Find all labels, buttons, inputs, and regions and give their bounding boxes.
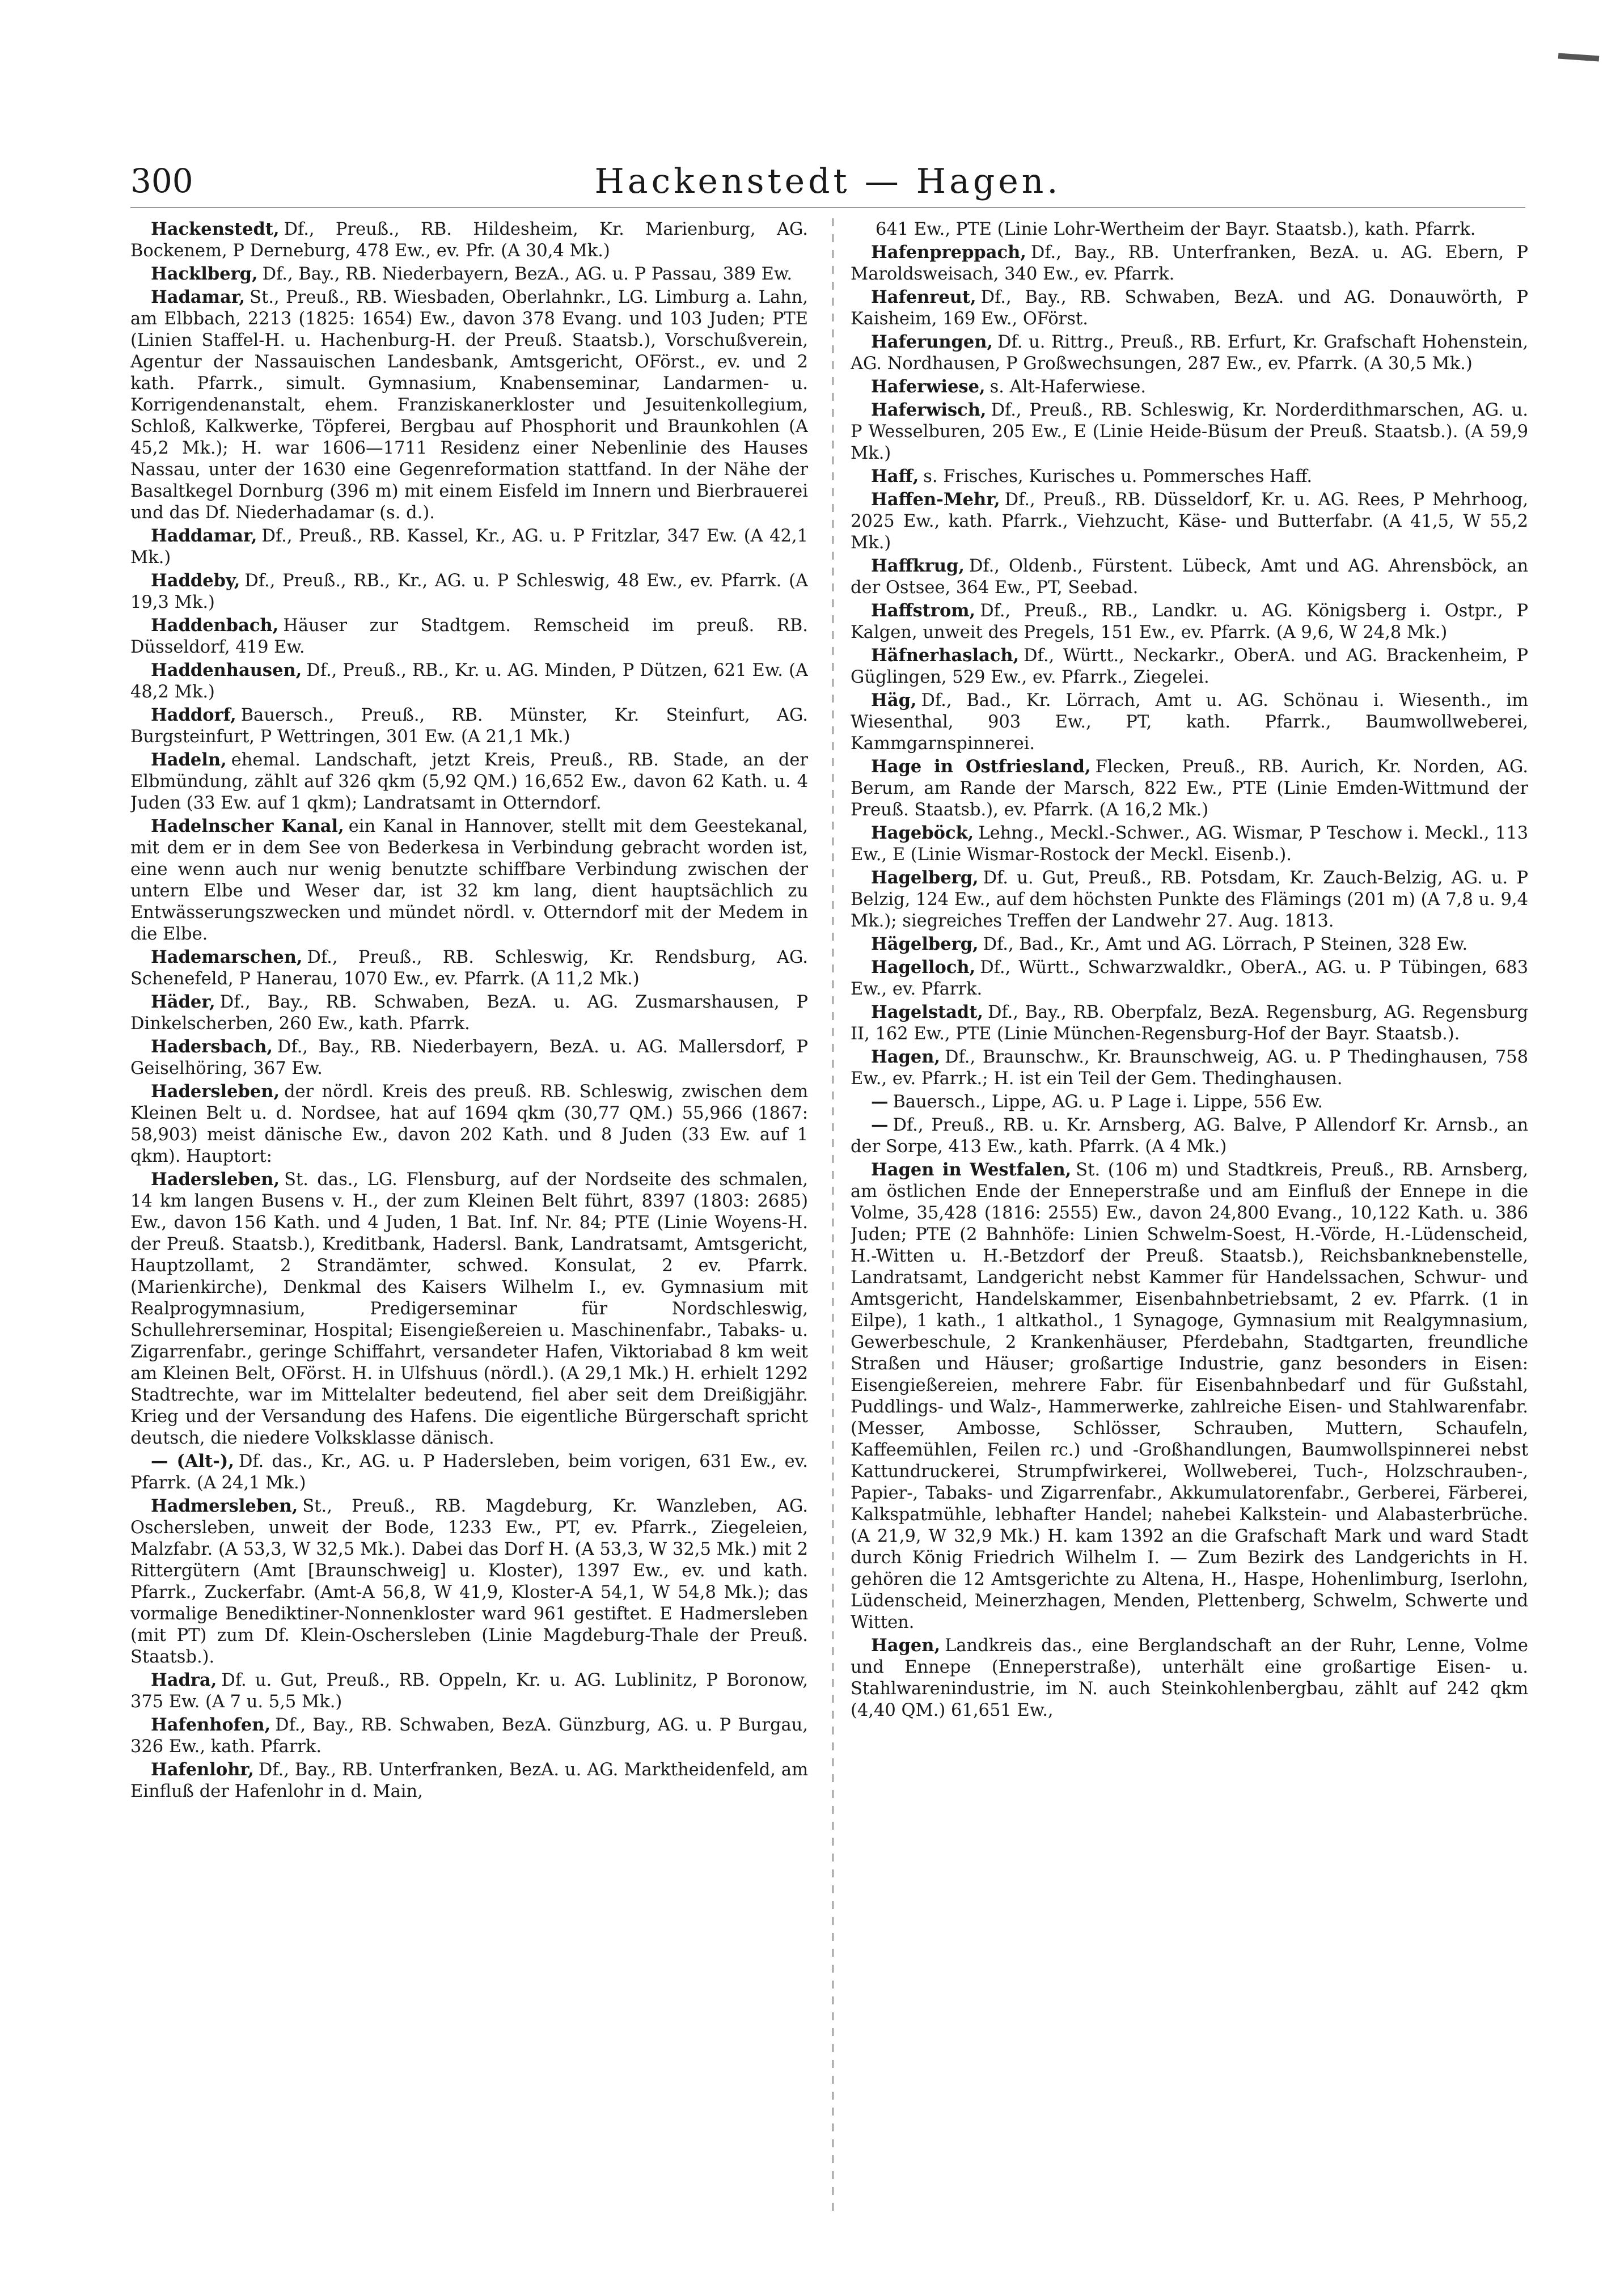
dictionary-entry: [130, 704, 808, 748]
entry-headword: Hagen,: [871, 1635, 941, 1656]
entry-headword: Haddorf,: [151, 705, 236, 725]
entry-text: Df., Preuß., RB. u. Kr. Arnsberg, AG. Balve, P Allendorf Kr. Arnsb., an der Sorpe, 413 Ew., kath. Pfarrk. (A 4 Mk.): [851, 1115, 1528, 1157]
entry-text: Df., Bay., RB. Unterfranken, BezA. u. AG. Marktheidenfeld, am Einfluß der Hafenlohr in d. Main,: [130, 1760, 808, 1801]
dictionary-entry: [851, 1159, 1528, 1634]
entry-headword: Hadersleben,: [151, 1169, 280, 1190]
entry-text: Landkreis das., eine Berglandschaft an der Ruhr, Lenne, Volme und Ennepe (Enneperstraße), unterhält eine großartige Eisen- u. Stahlwarenindustrie, im N. auch Steinkohlenbergbau, zählt auf 242 qkm (4,40 QM.) 61,651 Ew.,: [851, 1636, 1528, 1720]
entry-headword: Haferungen,: [871, 332, 993, 352]
dictionary-entry: [851, 645, 1528, 688]
entry-text: Df., Preuß., RB., Kr. u. AG. Minden, P Dützen, 621 Ew. (A 48,2 Mk.): [130, 661, 808, 702]
dictionary-entry: [130, 1169, 808, 1449]
page-number: 300: [130, 162, 193, 200]
entry-text: Df., Preuß., RB. Schleswig, Kr. Norderdithmarschen, AG. u. P Wesselburen, 205 Ew., E (Linie Heide-Büsum der Preuß. Staatsb.). (A 59,9 Mk.): [851, 400, 1528, 463]
entry-text: ein Kanal in Hannover, stellt mit dem Geestekanal, mit dem er in dem See von Bederkesa in Verbindung gebracht worden ist, eine wenn auch nur wenig benutzte schiffbare Verbindung zwischen der untern Elbe und Weser dar, ist 32 km lang, dient hauptsächlich zu Entwässerungszwecken und mündet nördl. v. Otterndorf mit der Medem in die Elbe.: [130, 816, 808, 944]
entry-headword: Hacklberg,: [151, 264, 258, 284]
entry-headword: Haddenhausen,: [151, 660, 302, 680]
dictionary-entry: [851, 867, 1528, 932]
dictionary-entry: [851, 1046, 1528, 1090]
dictionary-entry: [130, 1495, 808, 1668]
dictionary-entry: [851, 489, 1528, 554]
entry-headword: Haferwisch,: [871, 400, 987, 420]
entry-headword: Hagen in Westfalen,: [871, 1160, 1072, 1180]
entry-headword: Hafenlohr,: [151, 1759, 254, 1780]
dictionary-entry: [130, 659, 808, 703]
entry-headword: —: [871, 1091, 889, 1112]
dictionary-entry: [851, 1635, 1528, 1721]
entry-headword: Hadersleben,: [151, 1081, 280, 1102]
entry-text: Df., Bay., RB. Schwaben, BezA. u. AG. Zusmarshausen, P Dinkelscherben, 260 Ew., kath. Pfarrk.: [130, 992, 808, 1034]
dictionary-entry: [851, 242, 1528, 285]
dictionary-entry: [851, 555, 1528, 599]
dictionary-entry: [851, 933, 1528, 955]
entry-headword: Haddenbach,: [151, 615, 279, 636]
entry-text: Df. u. Gut, Preuß., RB. Oppeln, Kr. u. AG. Lublinitz, P Boronow, 375 Ew. (A 7 u. 5,5 Mk.): [130, 1670, 808, 1712]
entry-headword: Häg,: [871, 690, 917, 710]
entry-text: Häuser zur Stadtgem. Remscheid im preuß. RB. Düsseldorf, 419 Ew.: [130, 616, 808, 657]
entry-headword: Häder,: [151, 992, 215, 1012]
dictionary-entry: [130, 749, 808, 814]
entry-text: der nördl. Kreis des preuß. RB. Schleswig, zwischen dem Kleinen Belt u. d. Nordsee, hat auf 1694 qkm (30,77 QM.) 55,966 (1867: 58,903) meist dänische Ew., davon 202 Kath. und 8 Juden (33 Ew. auf 1 qkm). Hauptort:: [130, 1082, 808, 1166]
dictionary-entry: [851, 1091, 1528, 1113]
entry-headword: Hafenreut,: [871, 287, 976, 307]
dictionary-entry: [130, 991, 808, 1035]
entry-text: Df., Württ., Neckarkr., OberA. und AG. Brackenheim, P Güglingen, 529 Ew., ev. Pfarrk., Ziegelei.: [851, 646, 1528, 687]
dictionary-entry: [851, 331, 1528, 375]
dictionary-entry: [130, 1759, 808, 1803]
entry-headword: Haffstrom,: [871, 600, 976, 621]
entry-text: St. das., LG. Flensburg, auf der Nordseite des schmalen, 14 km langen Busens v. H., der zum Kleinen Belt führt, 8397 (1803: 2685) Ew., davon 156 Kath. und 4 Juden, 1 Bat. Inf. Nr. 84; PTE (Linie Woyens-H. der Preuß. Staatsb.), Kreditbank, Hadersl. Bank, Landratsamt, Amtsgericht, Hauptzollamt, 2 Strandämter, schwed. Konsulat, 2 ev. Pfarrk. (Marienkirche), Denkmal des Kaisers Wilhelm I., ev. Gymnasium mit Realprogymnasium, Predigerseminar für Nordschleswig, Schullehrerseminar, Hospital; Eisengießereien u. Maschinenfabr., Tabaks- u. Zigarrenfabr., geringe Schiffahrt, versandeter Hafen, Viktoriabad 8 km weit am Kleinen Belt, OFörst. H. in Ulfshuus (nördl.). (A 29,1 Mk.) H. erhielt 1292 Stadtrechte, war im Mittelalter bedeutend, fiel aber seit dem Dreißigjähr. Krieg und der Versandung des Hafens. Die eigentliche Bürgerschaft spricht deutsch, die niedere Volksklasse dänisch.: [130, 1170, 808, 1448]
entry-text: Df. u. Rittrg., Preuß., RB. Erfurt, Kr. Grafschaft Hohenstein, AG. Nordhausen, P Großwechsungen, 287 Ew., ev. Pfarrk. (A 30,5 Mk.): [851, 332, 1528, 374]
dictionary-entry: [851, 957, 1528, 1000]
dictionary-entry: [130, 1669, 808, 1713]
entry-text: Df. das., Kr., AG. u. P Hadersleben, beim vorigen, 631 Ew., ev. Pfarrk. (A 24,1 Mk.): [130, 1452, 808, 1493]
dictionary-entry: [851, 689, 1528, 755]
dictionary-entry: [130, 815, 808, 945]
entry-text: Df., Oldenb., Fürstent. Lübeck, Amt und AG. Ahrensböck, an der Ostsee, 364 Ew., PT, Seebad.: [851, 556, 1528, 598]
entry-headword: Hägelberg,: [871, 934, 979, 954]
entry-text: Df., Bay., RB. Schwaben, BezA. und AG. Donauwörth, P Kaisheim, 169 Ew., OFörst.: [851, 287, 1528, 329]
entry-text: St., Preuß., RB. Wiesbaden, Oberlahnkr., LG. Limburg a. Lahn, am Elbbach, 2213 (1825: 1654) Ew., davon 378 Evang. und 103 Juden; PTE (Linien Staffel-H. u. Hachenburg-H. der Preuß. Staatsb.), Vorschußverein, Agentur der Nassauischen Landesbank, Amtsgericht, OFörst., ev. und 2 kath. Pfarrk., simult. Gymnasium, Knabenseminar, Landarmen- u. Korrigendenanstalt, ehem. Franziskanerkloster und Jesuitenkollegium, Schloß, Kalkwerke, Töpferei, Bergbau auf Phosphorit und Braunkohlen (A 45,2 Mk.); H. war 1606—1711 Residenz einer Nebenlinie des Hauses Nassau, unter der 1630 eine Gegenreformation stattfand. In der Nähe der Basaltkegel Dornburg (396 m) mit einem Eisfeld im Innern und Bierbrauerei und das Df. Niederhadamar (s. d.).: [130, 287, 808, 523]
page-header: [130, 162, 1525, 218]
entry-text: s. Frisches, Kurisches u. Pommersches Haff.: [923, 467, 1313, 486]
entry-headword: Haffen-Mehr,: [871, 489, 1000, 510]
dictionary-entry: [130, 615, 808, 658]
entry-text: s. Alt-Haferwiese.: [989, 377, 1147, 397]
entry-headword: Hagelloch,: [871, 957, 976, 978]
entry-text: Df., Bay., RB. Niederbayern, BezA. u. AG. Mallersdorf, P Geiselhöring, 367 Ew.: [130, 1037, 808, 1078]
entry-headword: Haffkrug,: [871, 556, 965, 576]
entry-text: Df., Braunschw., Kr. Braunschweig, AG. u. P Thedinghausen, 758 Ew., ev. Pfarrk.; H. ist ein Teil der Gem. Thedinghausen.: [851, 1047, 1528, 1089]
dictionary-entry: [851, 1114, 1528, 1158]
entry-headword: — (Alt-),: [151, 1451, 234, 1471]
entry-headword: Hademarschen,: [151, 947, 303, 967]
entry-text: Df. u. Gut, Preuß., RB. Potsdam, Kr. Zauch-Belzig, AG. u. P Belzig, 124 Ew., auf dem höchsten Punkte des Flämings (201 m) (A 7,8 u. 9,4 Mk.); siegreiches Treffen der Landwehr 27. Aug. 1813.: [851, 868, 1528, 931]
entry-text: Df., Bay., RB. Unterfranken, BezA. u. AG. Ebern, P Maroldsweisach, 340 Ew., ev. Pfarrk.: [851, 243, 1528, 284]
dictionary-entry: [130, 263, 808, 285]
entry-headword: Hadamar,: [151, 287, 246, 307]
dictionary-entry: [851, 218, 1528, 240]
entry-headword: Haferwiese,: [871, 376, 986, 397]
entry-text: Df., Preuß., RB., Kr., AG. u. P Schleswig, 48 Ew., ev. Pfarrk. (A 19,3 Mk.): [130, 571, 808, 612]
dictionary-entry: [851, 756, 1528, 821]
entry-headword: —: [871, 1115, 889, 1135]
entry-text: St., Preuß., RB. Magdeburg, Kr. Wanzleben, AG. Oschersleben, unweit der Bode, 1233 Ew., PT, ev. Pfarrk., Ziegeleien, Malzfabr. (A 53,3, W 32,5 Mk.). Dabei das Dorf H. (A 53,3, W 32,5 Mk.) mit 2 Rittergütern (Amt [Braunschweig] u. Kloster), 1397 Ew., ev. und kath. Pfarrk., Zuckerfabr. (Amt-A 56,8, W 41,9, Kloster-A 54,1, W 54,8 Mk.); das vormalige Benediktiner-Nonnenkloster ward 961 gestiftet. E Hadmersleben (mit PT) zum Df. Klein-Oschersleben (Linie Magdeburg-Thale der Preuß. Staatsb.).: [130, 1496, 808, 1667]
dictionary-entry: [130, 1081, 808, 1167]
entry-text: Df., Bad., Kr., Amt und AG. Lörrach, P Steinen, 328 Ew.: [983, 934, 1468, 954]
dictionary-entry: [130, 1714, 808, 1758]
entry-headword: Häfnerhaslach,: [871, 645, 1020, 666]
entry-headword: Hadra,: [151, 1670, 217, 1690]
entry-headword: Hage in Ostfriesland,: [871, 756, 1091, 777]
dictionary-entry: [851, 286, 1528, 330]
left-column: [130, 218, 808, 2214]
dictionary-entry: [130, 218, 808, 262]
entry-headword: Haddeby,: [151, 570, 240, 591]
entry-text: Lehng., Meckl.-Schwer., AG. Wismar, P Teschow i. Meckl., 113 Ew., E (Linie Wismar-Rostock der Meckl. Eisenb.).: [851, 823, 1528, 865]
dictionary-entry: [851, 466, 1528, 488]
entry-headword: Haff,: [871, 466, 919, 486]
dictionary-entry: [851, 600, 1528, 644]
entry-text: Df., Preuß., RB. Schleswig, Kr. Rendsburg, AG. Schenefeld, P Hanerau, 1070 Ew., ev. Pfarrk. (A 11,2 Mk.): [130, 947, 808, 989]
entry-headword: Hagen,: [871, 1047, 941, 1067]
entry-text: Df., Preuß., RB., Landkr. u. AG. Königsberg i. Ostpr., P Kalgen, unweit des Pregels, 151 Ew., ev. Pfarrk. (A 9,6, W 24,8 Mk.): [851, 601, 1528, 642]
entry-text: Bauersch., Preuß., RB. Münster, Kr. Steinfurt, AG. Burgsteinfurt, P Wettringen, 301 Ew. (A 21,1 Mk.): [130, 705, 808, 747]
dictionary-entry: [130, 570, 808, 614]
entry-text: Df., Preuß., RB. Düsseldorf, Kr. u. AG. Rees, P Mehrhoog, 2025 Ew., kath. Pfarrk., Viehzucht, Käse- und Butterfabr. (A 41,5, W 55,2 Mk.): [851, 490, 1528, 553]
entry-text: St. (106 m) und Stadtkreis, Preuß., RB. Arnsberg, am östlichen Ende der Enneperstraße und am Einfluß der Ennepe in die Volme, 35,428 (1816: 2555) Ew., davon 24,800 Evang., 10,122 Kath. u. 386 Juden; PTE (2 Bahnhöfe: Linien Schwelm-Soest, H.-Vörde, H.-Lüdenscheid, H.-Witten u. H.-Betzdorf der Preuß. Staatsb.), Reichsbanknebenstelle, Landratsamt, Landgericht nebst Kammer für Handelssachen, Schwur- und Amtsgericht, Handelskammer, Eisenbahnbetriebsamt, 2 ev. Pfarrk. (1 in Eilpe), 1 kath., 1 altkathol., 1 Synagoge, Gymnasium mit Realgymnasium, Gewerbeschule, 2 Krankenhäuser, Pferdebahn, Stadtgarten, freundliche Straßen und Häuser; großartige Industrie, ganz besonders in Eisen: Eisengießereien, mehrere Fabr. für Eisenbahnbedarf und für Gußstahl, Puddlings- und Walz-, Hammerwerke, zahlreiche Eisen- und Stahlwarenfabr. (Messer, Ambosse, Schlösser, Schrauben, Muttern, Schaufeln, Kaffeemühlen, Feilen rc.) und -Großhandlungen, Baumwollspinnerei nebst Kattundruckerei, Strumpfwirkerei, Wollweberei, Tuch-, Holzschrauben-, Papier-, Tabaks- und Zigarrenfabr., Akkumulatorenfabr., Gerberei, Färberei, Kalkspatmühle, lebhafter Handel; nahebei Kalkstein- und Alabasterbrüche. (A 21,9, W 32,9 Mk.) H. kam 1392 an die Grafschaft Mark und ward Stadt durch König Friedrich Wilhelm I. — Zum Bezirk des Landgerichts in H. gehören die 12 Amtsgerichte zu Altena, H., Haspe, Hohenlimburg, Iserlohn, Lüdenscheid, Meinerzhagen, Menden, Plettenberg, Schwelm, Schwerte und Witten.: [851, 1160, 1528, 1632]
entry-headword: Hadmersleben,: [151, 1496, 298, 1516]
entry-text: Df., Bay., RB. Niederbayern, BezA., AG. u. P Passau, 389 Ew.: [262, 264, 793, 284]
entry-text: Df., Bay., RB. Oberpfalz, BezA. Regensburg, AG. Regensburg II, 162 Ew., PTE (Linie München-Regensburg-Hof der Bayr. Staatsb.).: [851, 1002, 1528, 1044]
entry-headword: Hagelstadt,: [871, 1002, 983, 1022]
entry-text: Df., Preuß., RB. Hildesheim, Kr. Marienburg, AG. Bockenem, P Derneburg, 478 Ew., ev. Pfr. (A 30,4 Mk.): [130, 219, 808, 261]
entry-headword: Hagelberg,: [871, 868, 979, 888]
entry-headword: Hafenhofen,: [151, 1715, 271, 1735]
header-rule: [130, 207, 1525, 208]
running-head: Hackenstedt — Hagen.: [594, 162, 1061, 201]
entry-text: Flecken, Preuß., RB. Aurich, Kr. Norden, AG. Berum, am Rande der Marsch, 822 Ew., PTE (Linie Emden-Wittmund der Preuß. Staatsb.), ev. Pfarrk. (A 16,2 Mk.): [851, 757, 1528, 820]
dictionary-entry: [130, 946, 808, 990]
entry-text: Bauersch., Lippe, AG. u. P Lage i. Lippe, 556 Ew.: [893, 1092, 1323, 1112]
entry-text: Df., Bad., Kr. Lörrach, Amt u. AG. Schönau i. Wiesenth., im Wiesenthal, 903 Ew., PT, kath. Pfarrk., Baumwollweberei, Kammgarnspinnerei.: [851, 691, 1528, 754]
entry-headword: Hadelnscher Kanal,: [151, 816, 344, 836]
entry-headword: Hackenstedt,: [151, 219, 280, 239]
dictionary-entry: [851, 822, 1528, 866]
dictionary-entry: [130, 1036, 808, 1080]
entry-headword: Hadeln,: [151, 750, 227, 770]
dictionary-entry: [130, 525, 808, 569]
entry-text: ehemal. Landschaft, jetzt Kreis, Preuß., RB. Stade, an der Elbmündung, zählt auf 326 qkm (5,92 QM.) 16,652 Ew., davon 62 Kath. u. 4 Juden (33 Ew. auf 1 qkm); Landratsamt in Otterndorf.: [130, 750, 808, 813]
column-divider: [832, 218, 834, 2214]
entry-headword: Hafenpreppach,: [871, 242, 1026, 263]
entry-text: Df., Preuß., RB. Kassel, Kr., AG. u. P Fritzlar, 347 Ew. (A 42,1 Mk.): [130, 526, 808, 568]
entry-text: 641 Ew., PTE (Linie Lohr-Wertheim der Bayr. Staatsb.), kath. Pfarrk.: [876, 219, 1476, 239]
entry-headword: Hageböck,: [871, 823, 974, 843]
dictionary-entry: [851, 1001, 1528, 1045]
dictionary-entry: [851, 399, 1528, 464]
dictionary-entry: [851, 376, 1528, 398]
entry-headword: Hadersbach,: [151, 1036, 273, 1057]
right-column: [851, 218, 1528, 2214]
dictionary-entry: [130, 286, 808, 524]
entry-headword: Haddamar,: [151, 526, 257, 546]
dictionary-entry: [130, 1450, 808, 1494]
corner-smudge-mark: [1558, 53, 1600, 62]
entry-text: Df., Württ., Schwarzwaldkr., OberA., AG. u. P Tübingen, 683 Ew., ev. Pfarrk.: [851, 958, 1528, 999]
entry-text: Df., Bay., RB. Schwaben, BezA. Günzburg, AG. u. P Burgau, 326 Ew., kath. Pfarrk.: [130, 1715, 808, 1757]
